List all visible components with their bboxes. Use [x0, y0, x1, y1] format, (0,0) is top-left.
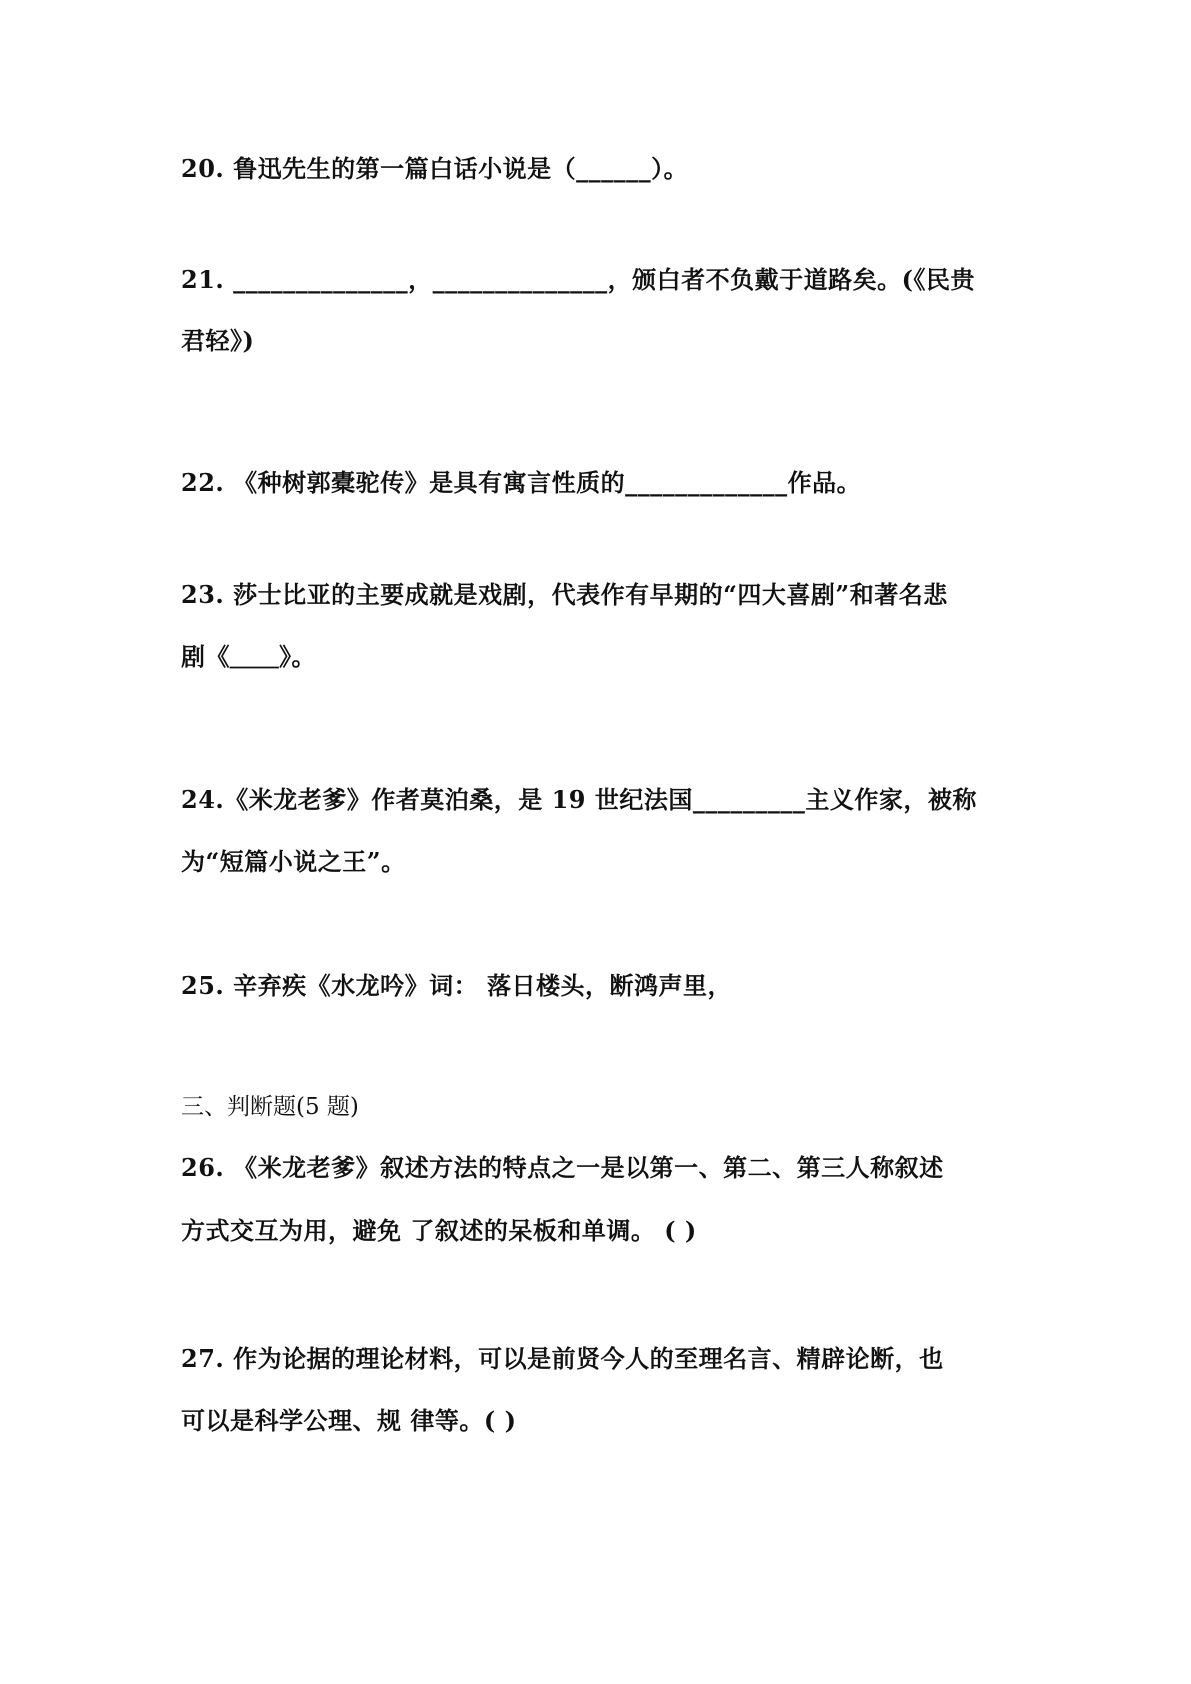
- question-27-line-2: 可以是科学公理、规 律等。( ): [181, 1406, 517, 1435]
- question-26-line-2: 方式交互为用，避免 了叙述的呆板和单调。 ( ): [181, 1216, 697, 1245]
- question-21-line-1: 21. ______________，______________，颁白者不负戴于道路矣。(《民贵: [181, 265, 975, 294]
- question-24-line-1: 24.《米龙老爹》作者莫泊桑，是 19 世纪法国_________主义作家，被称: [181, 785, 977, 814]
- question-20: 20. 鲁迅先生的第一篇白话小说是（______）。: [181, 154, 689, 183]
- question-26-line-1: 26. 《米龙老爹》叙述方法的特点之一是以第一、第二、第三人称叙述: [181, 1153, 944, 1182]
- section-heading-judgement: 三、判断题(5 题): [181, 1094, 359, 1120]
- question-25: 25. 辛弃疾《水龙吟》词： 落日楼头，断鸿声里，: [181, 971, 732, 1000]
- question-23-line-1: 23. 莎士比亚的主要成就是戏剧，代表作有早期的“四大喜剧”和著名悲: [181, 580, 948, 609]
- question-22: 22. 《种树郭橐驼传》是具有寓言性质的_____________作品。: [181, 468, 862, 497]
- question-23-line-2: 剧《＿＿》。: [181, 642, 316, 671]
- question-27-line-1: 27. 作为论据的理论材料，可以是前贤今人的至理名言、精辟论断，也: [181, 1344, 944, 1373]
- question-24-line-2: 为“短篇小说之王”。: [181, 847, 406, 876]
- question-21-line-2: 君轻》): [181, 326, 255, 355]
